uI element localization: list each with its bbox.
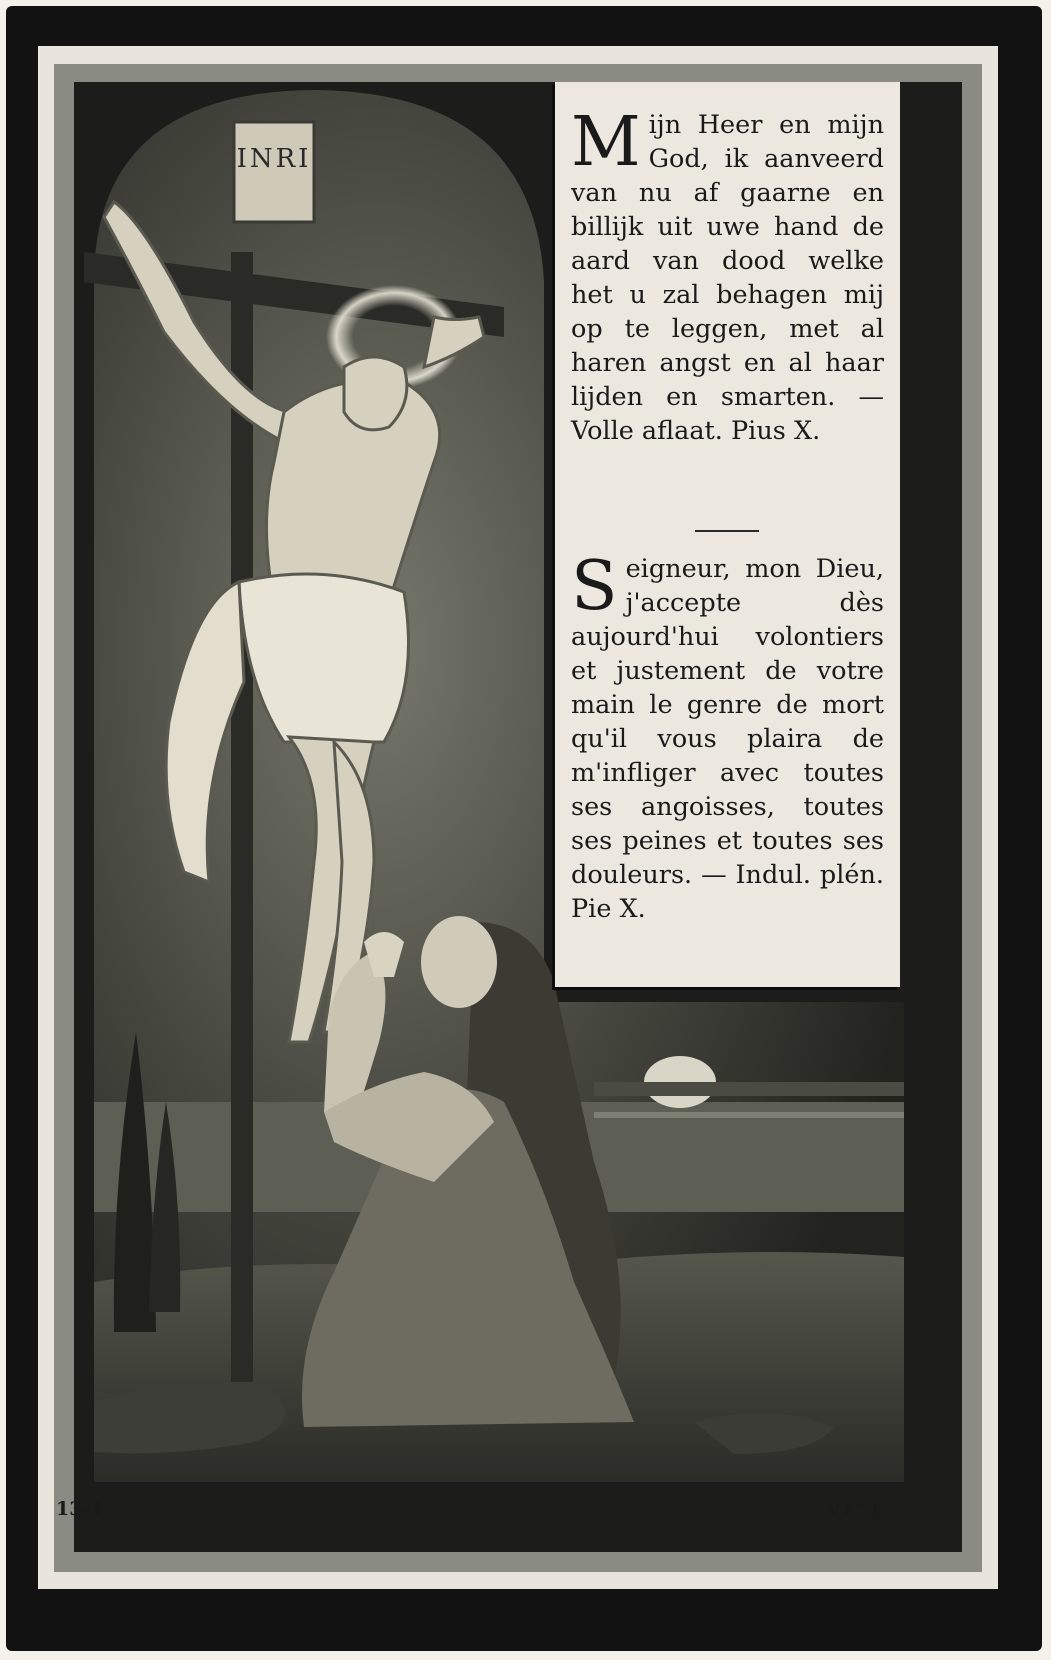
- drop-cap-s: S: [571, 547, 618, 626]
- prayer-dutch-text: ijn Heer en mijn God, ik aanveerd van nu af gaarne en billijk uit uwe hand de aard van dood welke het u zal behagen mij op te leggen, met al haren angst en al haar lijden en smarten. — Volle aflaat. Pius X.: [571, 110, 884, 446]
- drop-cap-m: M: [571, 103, 641, 182]
- print-code-right: VL*J: [826, 1498, 882, 1520]
- inri-text: INRI: [236, 144, 312, 174]
- prayer-dutch: [571, 103, 884, 448]
- prayer-text-panel: [555, 82, 900, 987]
- prayer-french-text: eigneur, mon Dieu, j'accepte dès aujourd'hui volontiers et justement de votre main le genre de mort qu'il vous plaira de m'infliger avec toutes ses angoisses, toutes ses peines et toutes ses douleurs. — Indul. plén. Pie X.: [571, 554, 884, 924]
- prayer-french: [571, 547, 884, 926]
- print-code-left: 13-1: [56, 1498, 104, 1520]
- prayer-divider: [695, 530, 759, 532]
